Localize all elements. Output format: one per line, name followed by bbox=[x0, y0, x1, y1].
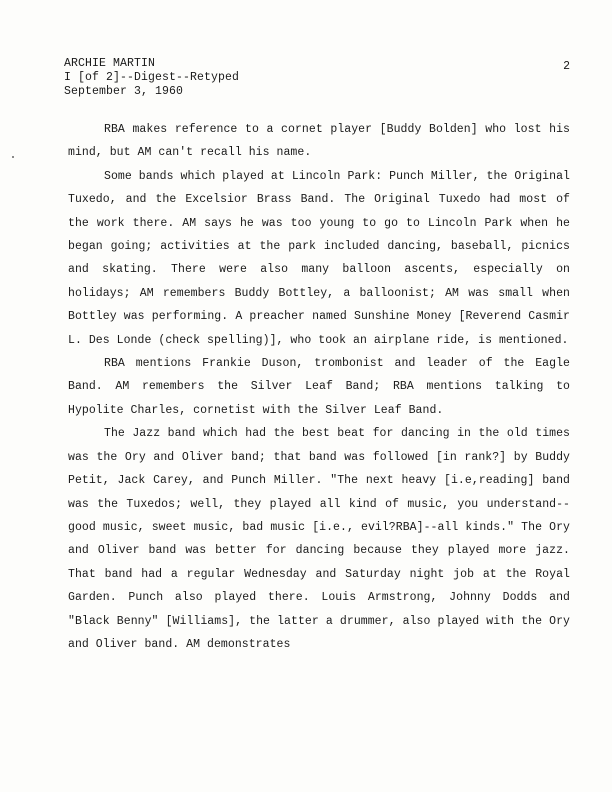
interview-date: September 3, 1960 bbox=[64, 85, 184, 98]
document-header bbox=[64, 57, 239, 99]
paragraph-2: Some bands which played at Lincoln Park: Punch Miller, the Original Tuxedo, and the Excelsior Brass Band. The Original Tuxedo had most of the work there. AM says he was too young to go to Lincoln Park when he began going; activities at the park included dancing, baseball, picnics and skating. There were also many balloon ascents, especially on holidays; AM remembers Buddy Bottley, a balloonist; AM was small when Bottley was performing. A preacher named Sunshine Money [Reverend Casmir L. Des Londe (check spelling)], who took an airplane ride, is mentioned. bbox=[68, 169, 570, 347]
transcript-body bbox=[68, 118, 570, 656]
scan-speck bbox=[12, 156, 14, 158]
paragraph-4: The Jazz band which had the best beat for dancing in the old times was the Ory and Oliver band; that band was followed [in rank?] by Buddy Petit, Jack Carey, and Punch Miller. "The next heavy [i.e,reading] band was the Tuxedos; well, they played all kind of music, you understand--good music, sweet music, bad music [i.e., evil?RBA]--all kinds." The Ory and Oliver band was better for dancing because they played more jazz. That band had a regular Wednesday and Saturday night job at the Royal Garden. Punch also played there. Louis Armstrong, Johnny Dodds and "Black Benny" [Williams], the latter a drummer, also played with the Ory and Oliver band. AM demonstrates bbox=[68, 427, 570, 651]
interviewee-name: ARCHIE MARTIN bbox=[64, 57, 156, 70]
page-number: 2 bbox=[563, 60, 570, 73]
paragraph-1: RBA makes reference to a cornet player [Buddy Bolden] who lost his mind, but AM can't recall his name. bbox=[68, 123, 570, 160]
reel-info: I [of 2]--Digest--Retyped bbox=[64, 71, 240, 84]
paragraph-3: RBA mentions Frankie Duson, trombonist and leader of the Eagle Band. AM remembers the Silver Leaf Band; RBA mentions talking to Hypolite Charles, cornetist with the Silver Leaf Band. bbox=[68, 357, 570, 417]
